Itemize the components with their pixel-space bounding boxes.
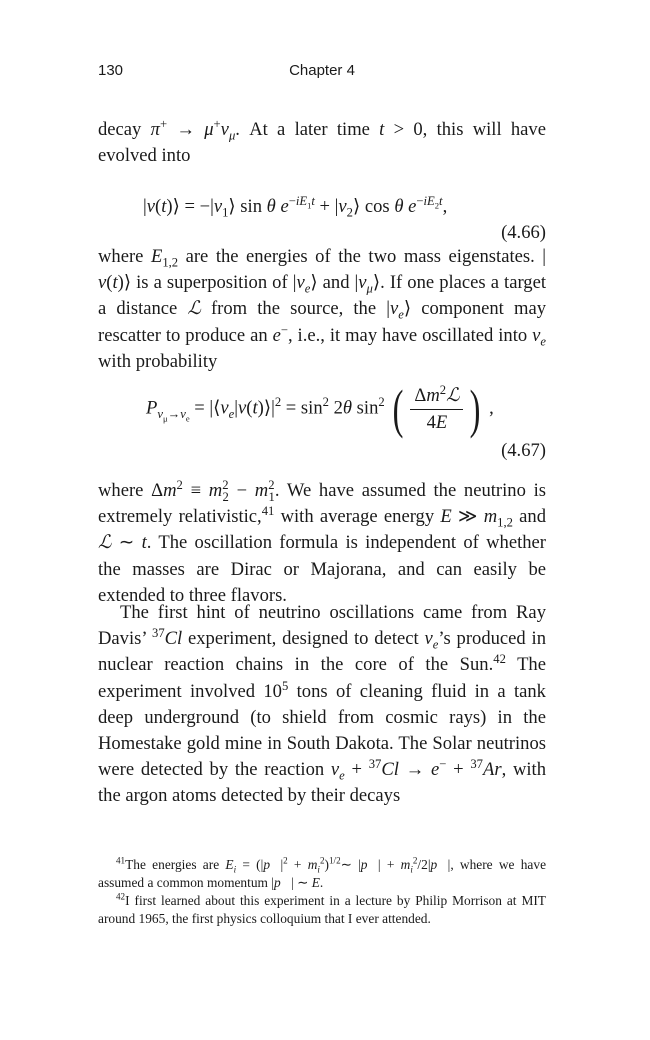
running-header [98,62,546,82]
paragraph-superposition: where $E_{1,2}$ are the energies of the two mass eigenstates. |ν(t)⟩ is a superposition of $|\nu_e⟩$ and $|\nu_\mu⟩$. If one places a target a distance ℒ from the source, the $|\nu_e⟩$ component may rescatter to produce an e−, i.e., it may have oscillated into $\nu_e$ with probability [98,246,547,372]
paragraph-relativistic: where $\Delta m^2 \equiv m^2_2 - m^2_1$. We have assumed the neutrino is extremely relativistic,$^{41}$ with average energy E ≫ $m_{1,2}$ and ℒ ∼ t. The oscillation formula is independent of whether the masses are Dirac or Majorana, and can easily be extended to three flavors. [98,477,547,606]
footnote-41: $^{41}$The energies are $E_i$ = ($|p⃗|^2$ + $m_i^2)^{1/2}\sim$ |p⃗| + $m_i^2/2|p⃗|$, where we have assumed a common momentum |p⃗| ∼ E. [98,855,547,890]
chapter-title: Chapter 4 [289,62,355,79]
equation-4-67: $P_{\nu_\mu\to\nu_e}$ = $|⟨\nu_e|\nu(t)⟩|^2 = \sin^2 2\theta$ $\sin^2$ ( $\frac{\Delta m^2ℒ}{4E}$ ) , [146,379,494,439]
paragraph-intro: decay $\pi^+ \to \mu^+\nu_\mu$. At a later time t > 0, this will have evolved into [98,116,546,167]
footnotes [98,856,546,928]
footnote-42: $^{42}$I first learned about this experiment in a lecture by Philip Morrison at MIT around 1965, the first physics colloquium that I ever attended. [98,891,546,926]
equation-number-4-67: (4.67) [501,440,546,461]
paragraph-davis-experiment: The first hint of neutrino oscillations came from Ray Davis’ $^{37}$Cl experiment, designed to detect $\nu_e’s$ produced in nuclear reaction chains in the core of the Sun.$^{42}$ The experiment involved $10^5$ tons of cleaning fluid in a tank deep underground (to shield from cosmic rays) in the Homestake gold mine in South Dakota. The Solar neutrinos were detected by the reaction $\nu_e + ^{37}Cl \to e^- + ^{37}Ar$, with the argon atoms detected by their decays [98,602,546,807]
equation-4-66: |ν(t)⟩ = $-|\nu_1⟩$ sin θ $e^{-iE_1t}$ + $|\nu_2⟩$ cos θ $e^{-iE_2t}$, [143,193,448,220]
page-number: 130 [98,62,124,79]
equation-number-4-66: (4.66) [501,222,546,243]
